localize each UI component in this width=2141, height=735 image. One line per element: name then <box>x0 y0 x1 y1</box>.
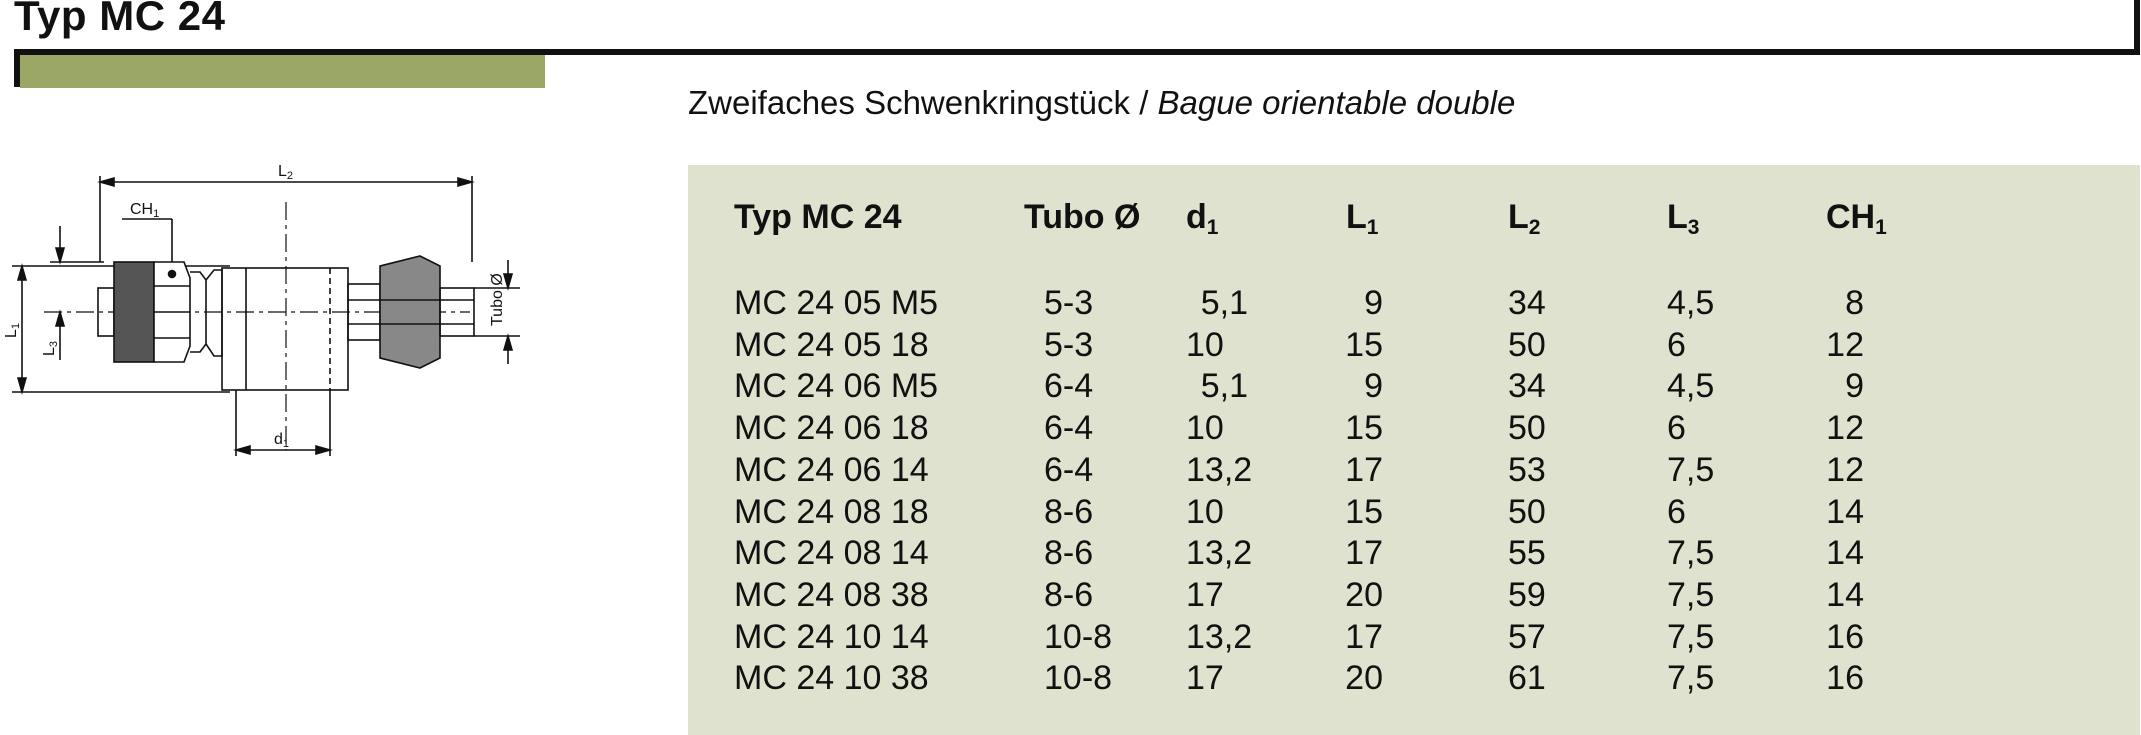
cell-ch1: 8 <box>1845 284 1864 322</box>
subtitle-german: Zweifaches Schwenkringstück <box>688 84 1131 121</box>
accent-bar <box>20 55 545 88</box>
cell-l3: 7,5 <box>1667 617 1715 656</box>
header-ch1: $CH_1$ <box>1826 198 1887 239</box>
cell-tube: 8-6 <box>1044 534 1094 573</box>
cell-l3: 7,5 <box>1667 450 1715 489</box>
cell-l2: 34 <box>1508 284 1546 322</box>
cell-l2: 50 <box>1508 325 1546 364</box>
cell-tube: 6-4 <box>1044 409 1094 448</box>
cell-d1: 13,2 <box>1186 534 1253 573</box>
header-type: Typ MC 24 <box>734 198 902 236</box>
cell-type: MC 24 08 14 <box>734 534 929 573</box>
header-tube-diameter: Tubo Ø <box>1024 198 1141 236</box>
drawing-label-d1: d1 <box>274 431 290 450</box>
cell-l1: 17 <box>1345 617 1383 656</box>
cell-l1: 15 <box>1345 325 1383 364</box>
cell-l2: 50 <box>1508 409 1546 448</box>
cell-type: MC 24 08 18 <box>734 492 929 531</box>
cell-l2: 53 <box>1508 450 1546 489</box>
header-d1: $d_1$ <box>1186 198 1219 239</box>
cell-ch1: 12 <box>1826 325 1864 364</box>
drawing-label-l2: L2 <box>278 163 294 182</box>
cell-d1: 5,1 <box>1200 284 1248 322</box>
cell-l2: 34 <box>1508 367 1546 406</box>
header-l1: $L_1$ <box>1346 198 1379 239</box>
cell-tube: 5-3 <box>1044 325 1094 364</box>
cell-d1: 17 <box>1186 575 1224 614</box>
cell-tube: 10-8 <box>1044 659 1113 698</box>
cell-type: MC 24 10 38 <box>734 659 929 698</box>
product-subtitle <box>688 84 1515 122</box>
cell-tube: 6-4 <box>1044 367 1094 406</box>
frame-right-rule <box>2134 0 2140 55</box>
cell-l1: 9 <box>1364 284 1383 322</box>
cell-d1: 13,2 <box>1186 617 1253 656</box>
cell-ch1: 12 <box>1826 409 1864 448</box>
cell-l3: 7,5 <box>1667 534 1715 573</box>
cell-ch1: 14 <box>1826 534 1864 573</box>
cell-l3: 7,5 <box>1667 659 1715 698</box>
cell-l1: 17 <box>1345 450 1383 489</box>
drawing-label-l1: L1 <box>3 322 22 338</box>
cell-l2: 57 <box>1508 617 1546 656</box>
cell-l3: 4,5 <box>1667 367 1715 406</box>
cell-l3: 6 <box>1667 409 1686 448</box>
cell-d1: 5,1 <box>1200 367 1248 406</box>
cell-ch1: 16 <box>1826 617 1864 656</box>
cell-ch1: 14 <box>1826 492 1864 531</box>
cell-l1: 20 <box>1345 659 1383 698</box>
cell-l2: 50 <box>1508 492 1546 531</box>
cell-tube: 8-6 <box>1044 492 1094 531</box>
cell-type: MC 24 05 18 <box>734 325 929 364</box>
cell-d1: 10 <box>1186 409 1224 448</box>
cell-l1: 17 <box>1345 534 1383 573</box>
cell-l3: 7,5 <box>1667 575 1715 614</box>
cell-tube: 10-8 <box>1044 617 1113 656</box>
cell-ch1: 16 <box>1826 659 1864 698</box>
header-l3: $L_3$ <box>1667 198 1700 239</box>
cell-type: MC 24 06 14 <box>734 450 929 489</box>
cell-tube: 8-6 <box>1044 575 1094 614</box>
cell-l2: 61 <box>1508 659 1546 698</box>
subtitle-separator: / <box>1130 84 1158 121</box>
drawing-label-tubo: Tubo Ø <box>489 273 506 326</box>
cell-type: MC 24 06 18 <box>734 409 929 448</box>
cell-l2: 55 <box>1508 534 1546 573</box>
cell-d1: 10 <box>1186 492 1224 531</box>
drawing-label-ch1: CH1 <box>130 201 160 220</box>
cell-l3: 6 <box>1667 325 1686 364</box>
cell-ch1: 14 <box>1826 575 1864 614</box>
cell-d1: 13,2 <box>1186 450 1253 489</box>
cell-type: MC 24 08 38 <box>734 575 929 614</box>
cell-l3: 4,5 <box>1667 284 1715 322</box>
cell-type: MC 24 10 14 <box>734 617 929 656</box>
cell-ch1: 9 <box>1845 367 1864 406</box>
cell-l1: 15 <box>1345 409 1383 448</box>
cell-l1: 20 <box>1345 575 1383 614</box>
technical-drawing <box>0 150 560 470</box>
header-l2: $L_2$ <box>1508 198 1541 239</box>
cell-type: MC 24 05 M5 <box>734 284 939 322</box>
cell-l2: 59 <box>1508 575 1546 614</box>
cell-tube: 6-4 <box>1044 450 1094 489</box>
cell-d1: 10 <box>1186 325 1224 364</box>
cell-tube: 5-3 <box>1044 284 1094 322</box>
page-title: Typ MC 24 <box>14 0 226 39</box>
cell-ch1: 12 <box>1826 450 1864 489</box>
cell-d1: 17 <box>1186 659 1224 698</box>
cell-l3: 6 <box>1667 492 1686 531</box>
drawing-label-l3: L3 <box>41 340 60 356</box>
subtitle-french: Bague orientable double <box>1157 84 1516 121</box>
cell-l1: 9 <box>1364 367 1383 406</box>
cell-type: MC 24 06 M5 <box>734 367 939 406</box>
cell-l1: 15 <box>1345 492 1383 531</box>
